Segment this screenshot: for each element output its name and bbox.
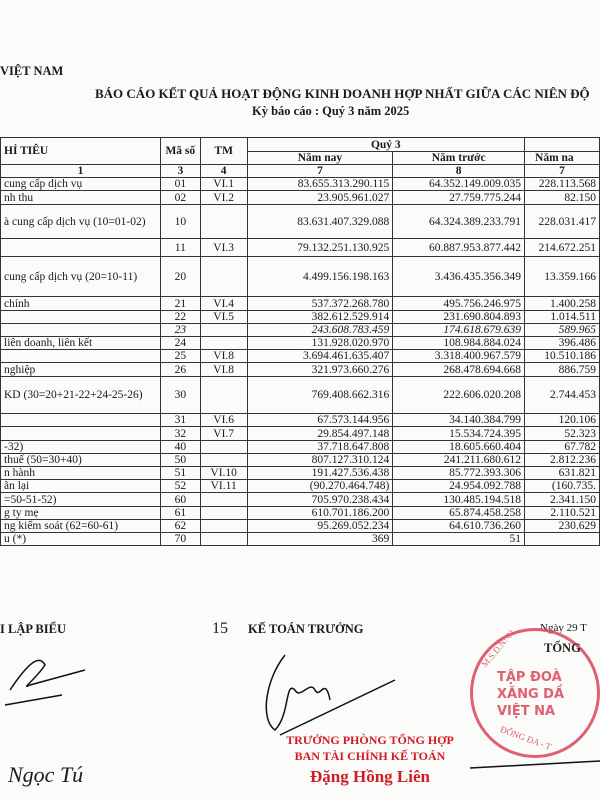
cell-code: 51 — [160, 467, 200, 480]
stamp-text-1: TẬP ĐOÀ — [497, 670, 562, 685]
cell-c: 631.821 — [525, 467, 600, 480]
cell-a: 191.427.536.438 — [247, 467, 393, 480]
stamp-text-3: VIỆT NA — [497, 704, 556, 719]
cell-label: cung cấp dịch vụ (20=10-11) — [1, 257, 161, 297]
table-row — [1, 191, 600, 205]
cell-code: 10 — [160, 205, 200, 239]
cell-a: 3.694.461.635.407 — [247, 350, 393, 363]
cell-c: (160.735. — [525, 480, 600, 493]
header-nam-truoc: Năm trước — [393, 152, 525, 165]
cell-tm — [200, 257, 247, 297]
table-row — [1, 533, 600, 546]
preparer-name: Ngọc Tú — [8, 762, 84, 787]
header-tm: TM — [200, 138, 247, 165]
cell-c: 589.965 — [525, 324, 600, 337]
table-row — [1, 311, 600, 324]
cell-label: ãn lại — [1, 480, 161, 493]
cell-b: 174.618.679.639 — [393, 324, 525, 337]
cell-label: n hành — [1, 467, 161, 480]
cell-code: 23 — [160, 324, 200, 337]
cell-tm: VI.2 — [200, 191, 247, 205]
cell-c: 13.359.166 — [525, 257, 600, 297]
cell-tm: VI.8 — [200, 350, 247, 363]
table-row — [1, 324, 600, 337]
red-title-2: BAN TÀI CHÍNH KẾ TOÁN — [294, 749, 446, 763]
cell-label: à cung cấp dịch vụ (10=01-02) — [1, 205, 161, 239]
column-index: 3 — [160, 165, 200, 178]
cell-c: 10.510.186 — [525, 350, 600, 363]
cell-label: liên doanh, liên kết — [1, 337, 161, 350]
cell-label — [1, 350, 161, 363]
cell-b: 64.610.736.260 — [393, 520, 525, 533]
cell-c: 2.341.150 — [525, 493, 600, 507]
report-period: Kỳ báo cáo : Quý 3 năm 2025 — [252, 104, 410, 118]
cell-a: 705.970.238.434 — [247, 493, 393, 507]
cell-label: =50-51-52) — [1, 493, 161, 507]
cell-code: 32 — [160, 427, 200, 441]
cell-label — [1, 239, 161, 257]
director-signature-line — [470, 756, 600, 776]
cell-label: nh thu — [1, 191, 161, 205]
cell-code: 01 — [160, 178, 200, 191]
column-index: 7 — [247, 165, 393, 178]
cell-a: 382.612.529.914 — [247, 311, 393, 324]
cell-c: 228.031.417 — [525, 205, 600, 239]
red-name: Đặng Hồng Liên — [310, 767, 430, 786]
header-cumulative — [525, 138, 600, 152]
cell-b: 24.954.092.788 — [393, 480, 525, 493]
cell-a: 369 — [247, 533, 393, 546]
column-index: 7 — [525, 165, 600, 178]
cell-b: 3.318.400.967.579 — [393, 350, 525, 363]
cell-code: 52 — [160, 480, 200, 493]
header-nam-nay-2: Năm na — [525, 152, 600, 165]
cell-tm — [200, 533, 247, 546]
cell-b: 27.759.775.244 — [393, 191, 525, 205]
cell-b: 65.874.458.258 — [393, 507, 525, 520]
column-index: 4 — [200, 165, 247, 178]
cell-label — [1, 414, 161, 427]
cell-code: 22 — [160, 311, 200, 324]
cell-b: 130.485.194.518 — [393, 493, 525, 507]
cell-code: 62 — [160, 520, 200, 533]
table-row — [1, 363, 600, 377]
cell-c: 1.014.511 — [525, 311, 600, 324]
cell-tm: VI.11 — [200, 480, 247, 493]
table-row — [1, 507, 600, 520]
header-ma-so: Mã số — [160, 138, 200, 165]
cell-tm — [200, 441, 247, 454]
cell-c — [525, 533, 600, 546]
cell-label: chính — [1, 297, 161, 311]
cell-tm — [200, 205, 247, 239]
table-row — [1, 239, 600, 257]
chief-accountant-mark: 15 — [212, 620, 228, 637]
cell-c: 52.323 — [525, 427, 600, 441]
stamp-text-2: XĂNG DẦ — [497, 687, 565, 702]
cell-code: 31 — [160, 414, 200, 427]
red-title-1: TRƯỞNG PHÒNG TỔNG HỢP — [286, 733, 454, 747]
preparer-signature — [0, 650, 100, 710]
header-nam-nay: Năm nay — [247, 152, 393, 165]
cell-b: 60.887.953.877.442 — [393, 239, 525, 257]
table-row — [1, 480, 600, 493]
cell-a: 610.701.186.200 — [247, 507, 393, 520]
cell-c: 120.106 — [525, 414, 600, 427]
cell-c: 886.759 — [525, 363, 600, 377]
cell-label: g ty mẹ — [1, 507, 161, 520]
cell-a: 23.905.961.027 — [247, 191, 393, 205]
cell-code: 61 — [160, 507, 200, 520]
cell-b: 241.211.680.612 — [393, 454, 525, 467]
column-index: 1 — [1, 165, 161, 178]
cell-code: 30 — [160, 377, 200, 414]
cell-code: 24 — [160, 337, 200, 350]
cell-code: 50 — [160, 454, 200, 467]
cell-c: 2.110.521 — [525, 507, 600, 520]
cell-a: 4.499.156.198.163 — [247, 257, 393, 297]
cell-code: 70 — [160, 533, 200, 546]
cell-c: 396.486 — [525, 337, 600, 350]
director-title: TỔNG — [544, 641, 581, 655]
cell-c: 228.113.568 — [525, 178, 600, 191]
header-chi-tieu: HỈ TIÊU — [1, 138, 161, 165]
cell-tm: VI.6 — [200, 414, 247, 427]
cell-a: 83.631.407.329.088 — [247, 205, 393, 239]
cell-label: -32) — [1, 441, 161, 454]
cell-label: thuế (50=30+40) — [1, 454, 161, 467]
cell-label: KD (30=20+21-22+24-25-26) — [1, 377, 161, 414]
chief-accountant-signature — [255, 640, 405, 740]
cell-tm: VI.3 — [200, 239, 247, 257]
cell-b: 64.352.149.009.035 — [393, 178, 525, 191]
table-row — [1, 427, 600, 441]
cell-a: 243.608.783.459 — [247, 324, 393, 337]
cell-c: 1.400.258 — [525, 297, 600, 311]
table-row — [1, 493, 600, 507]
cell-tm — [200, 377, 247, 414]
cell-b: 15.534.724.395 — [393, 427, 525, 441]
cell-tm — [200, 454, 247, 467]
cell-tm — [200, 520, 247, 533]
report-date: Ngày 29 T — [540, 622, 587, 634]
cell-label: nghiệp — [1, 363, 161, 377]
table-row — [1, 257, 600, 297]
column-index: 8 — [393, 165, 525, 178]
chief-accountant-title: KẾ TOÁN TRƯỞNG — [248, 622, 364, 636]
cell-b: 64.324.389.233.791 — [393, 205, 525, 239]
cell-label — [1, 324, 161, 337]
cell-tm: VI.7 — [200, 427, 247, 441]
cell-code: 25 — [160, 350, 200, 363]
cell-a: (90.270.464.748) — [247, 480, 393, 493]
table-row — [1, 297, 600, 311]
table-row — [1, 337, 600, 350]
cell-c: 2.744.453 — [525, 377, 600, 414]
cell-label — [1, 427, 161, 441]
preparer-title: I LẬP BIỂU — [0, 622, 66, 636]
cell-tm — [200, 324, 247, 337]
table-row — [1, 467, 600, 480]
cell-b: 222.606.020.208 — [393, 377, 525, 414]
table-row — [1, 414, 600, 427]
cell-a: 769.408.662.316 — [247, 377, 393, 414]
cell-a: 29.854.497.148 — [247, 427, 393, 441]
cell-tm — [200, 337, 247, 350]
cell-code: 26 — [160, 363, 200, 377]
cell-code: 20 — [160, 257, 200, 297]
cell-b: 85.772.393.306 — [393, 467, 525, 480]
report-title: BÁO CÁO KẾT QUẢ HOẠT ĐỘNG KINH DOANH HỢP NHẤT GIỮA CÁC NIÊN ĐỘ — [95, 86, 590, 101]
cell-tm: VI.5 — [200, 311, 247, 324]
cell-a: 83.655.313.290.115 — [247, 178, 393, 191]
table-row — [1, 178, 600, 191]
cell-a: 79.132.251.130.925 — [247, 239, 393, 257]
table-row — [1, 350, 600, 363]
cell-code: 21 — [160, 297, 200, 311]
table-row — [1, 441, 600, 454]
cell-code: 11 — [160, 239, 200, 257]
cell-tm: VI.1 — [200, 178, 247, 191]
cell-label — [1, 311, 161, 324]
cell-b: 3.436.435.356.349 — [393, 257, 525, 297]
cell-b: 268.478.694.668 — [393, 363, 525, 377]
table-row — [1, 205, 600, 239]
cell-b: 495.756.246.975 — [393, 297, 525, 311]
cell-b: 51 — [393, 533, 525, 546]
cell-c: 67.782 — [525, 441, 600, 454]
cell-b: 231.690.804.893 — [393, 311, 525, 324]
cell-tm: VI.10 — [200, 467, 247, 480]
cell-label: cung cấp dịch vụ — [1, 178, 161, 191]
cell-a: 67.573.144.956 — [247, 414, 393, 427]
cell-a: 131.928.020.970 — [247, 337, 393, 350]
cell-a: 37.718.647.808 — [247, 441, 393, 454]
income-statement-table — [0, 137, 600, 546]
cell-tm: VI.4 — [200, 297, 247, 311]
cell-code: 60 — [160, 493, 200, 507]
cell-label: u (*) — [1, 533, 161, 546]
cell-a: 321.973.660.276 — [247, 363, 393, 377]
cell-tm — [200, 507, 247, 520]
table-row — [1, 377, 600, 414]
cell-c: 82.150 — [525, 191, 600, 205]
cell-b: 108.984.884.024 — [393, 337, 525, 350]
cell-label: ng kiểm soát (62=60-61) — [1, 520, 161, 533]
cell-c: 2.812.236 — [525, 454, 600, 467]
header-quy3: Quý 3 — [247, 138, 524, 152]
cell-c: 214.672.251 — [525, 239, 600, 257]
cell-a: 537.372.268.780 — [247, 297, 393, 311]
cell-code: 40 — [160, 441, 200, 454]
table-row — [1, 520, 600, 533]
cell-c: 230.629 — [525, 520, 600, 533]
cell-b: 18.605.660.404 — [393, 441, 525, 454]
cell-b: 34.140.384.799 — [393, 414, 525, 427]
company-name: VIỆT NAM — [0, 64, 64, 78]
cell-code: 02 — [160, 191, 200, 205]
stamp-text-5: ĐỐNG ĐA - T — [498, 724, 553, 752]
cell-tm — [200, 493, 247, 507]
cell-a: 95.269.052.234 — [247, 520, 393, 533]
table-row — [1, 454, 600, 467]
stamp-text-4: M.S.D.N: 01 — [479, 626, 518, 670]
cell-a: 807.127.310.124 — [247, 454, 393, 467]
cell-tm: VI.8 — [200, 363, 247, 377]
